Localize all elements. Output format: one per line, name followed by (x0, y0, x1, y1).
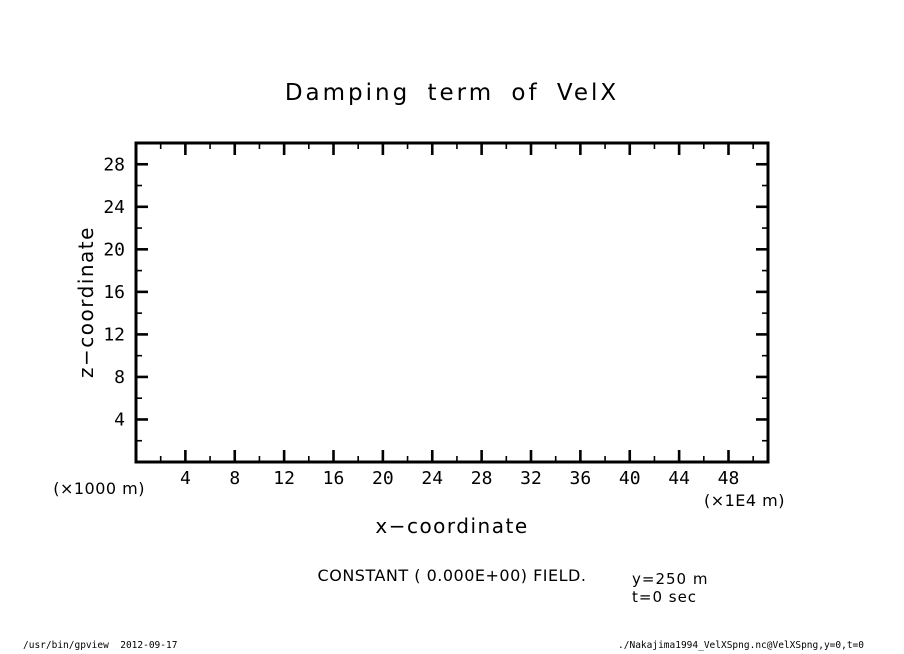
constant-field-note: CONSTANT ( 0.000E+00) FIELD. (317, 566, 587, 585)
x-tick-label: 40 (618, 468, 641, 489)
y-tick-label: 4 (114, 409, 125, 431)
y-tick-label: 24 (103, 196, 125, 218)
x-tick-label: 20 (372, 468, 394, 489)
x-tick-label: 48 (717, 468, 740, 489)
x-tick-label: 36 (569, 468, 592, 489)
plot-frame (136, 143, 768, 462)
y-tick-label: 20 (103, 239, 125, 261)
y-tick-label: 8 (114, 366, 125, 388)
y-tick-label: 16 (103, 281, 125, 303)
y-tick-label: 12 (103, 324, 125, 346)
y-axis-label: z−coordinate (74, 226, 98, 378)
x-tick-label: 24 (421, 468, 444, 489)
x-tick-label: 4 (179, 468, 191, 489)
x-axis-unit-factor: (×1E4 m) (703, 491, 785, 510)
slice-annotation-y: y=250 m (632, 570, 709, 588)
y-axis-unit-factor: (×1000 m) (53, 479, 145, 498)
plot-title: Damping term of VelX (284, 80, 620, 106)
x-tick-label: 32 (520, 468, 542, 489)
x-tick-label: 44 (668, 468, 690, 489)
slice-annotation-t: t=0 sec (632, 588, 698, 606)
footer-command-and-date: /usr/bin/gpview 2012-09-17 (23, 640, 178, 651)
x-tick-label: 8 (229, 468, 241, 489)
x-tick-label: 16 (322, 468, 345, 489)
x-axis-label: x−coordinate (375, 514, 529, 538)
x-tick-label: 12 (273, 468, 295, 489)
y-tick-label: 28 (103, 154, 125, 176)
x-tick-label: 28 (470, 468, 493, 489)
footer-data-source: ./Nakajima1994_VelXSpng.nc@VelXSpng,y=0,t=0 (618, 640, 864, 651)
